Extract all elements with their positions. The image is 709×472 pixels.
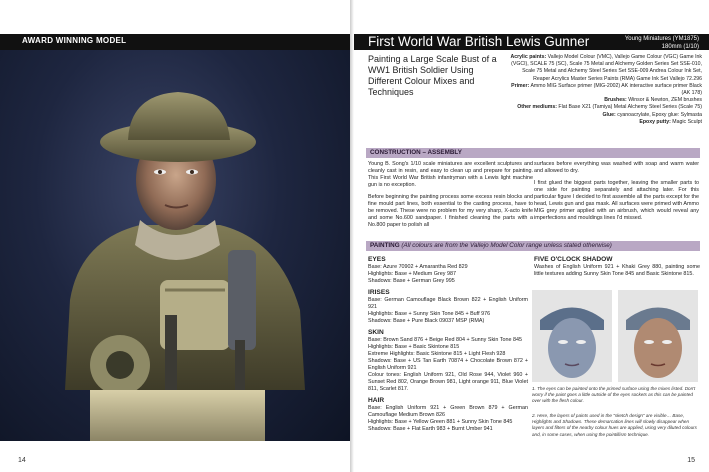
- right-page: [354, 0, 709, 472]
- model-info: [625, 36, 699, 51]
- paints-line: Epoxy putty: Magic Sculpt: [639, 118, 702, 125]
- face-photo-1: [532, 290, 612, 382]
- painting-heading: PAINTING (All colours are from the Vallejo Model Color range unless stated otherwise): [366, 241, 700, 251]
- left-page: [0, 0, 350, 472]
- five-oclock-section: FIVE O'CLOCK SHADOW Washes of English Uniform 921 + Khaki Grey 880, painting some little textures adding Sunny Skin Tone 845 and Basic Skintone 815.: [534, 256, 700, 277]
- left-header-text: AWARD WINNING MODEL: [22, 36, 127, 45]
- paints-line: Acrylic paints: Vallejo Model Colour (VMC), Vallejo Game Colour (VGC) Game Ink (VGCI), SCALE 75 (SC), Scale 75 Metal and Alchemy Golden Series Set SSE-010, Scale 75 Metal and Alchemy Steel Series Set SSE-009 Andrea Colour Ink Set, Reaper Acrylics Master Series Paints (RMA) Game Ink Set Vallejo 72.296: [510, 54, 702, 82]
- caption-1: 1. The eyes can be painted onto the primed surface using the mixes listed. Don't worry if the paint goes a little outside of the eyes sockets as this can be painted over with the flesh colour.: [532, 386, 696, 404]
- paints-line: Other mediums: Flat Base X21 (Tamiya) Metal Alchemy Steel Series (Scale 75): [517, 104, 702, 111]
- construction-heading: CONSTRUCTION – ASSEMBLY: [366, 148, 700, 158]
- paints-list: [510, 54, 702, 126]
- article-title: First World War British Lewis Gunner: [368, 34, 590, 49]
- bust-photo: [0, 50, 350, 441]
- paints-line: Primer: Ammo MIG Surface primer (MIG-2002) AK interactive surface primer Black (AK 178): [511, 82, 702, 97]
- face-progress-photos: [532, 290, 700, 382]
- construction-column-2: surfaces before everything was washed with soap and warm water and allowed to dry. I first glued the biggest parts together, leaving the smaller parts to one side for painting separately and attaching later. For this particular figure I decided to first assemble all the parts except for the head, Lewis gun and gas mask. All surfaces were primed with Ammo MIG grey primer applied with an airbrush, which would reveal any imperfections and mouldings lines I'd missed.: [534, 161, 699, 221]
- left-header-bar: [0, 34, 350, 50]
- model-maker: Young Miniatures (YM1875): [624, 36, 699, 42]
- painting-recipes: EYES Base: Azure 70902 + Amarantha Red 829 Highlights: Base + Medium Grey 987 Shadows: Base + German Grey 995 IRISES Base: German Camouflage Black Brown 822 + English Uniform 921 Highlights: Base + Sunny Skin Tone 845 + Buff 976 Shadows: Base + Pure Black 09037 MSP (RMA) SKIN Base: Brown Sand 876 + Beige Red 804 + Sunny Skin Tone 845 Highlights: Base + Basic Skintone 815 Extreme Highlights: Basic Skintone 815 + Light Flesh 928 Shadows: Base + US Tan Earth 70874 + Chocolate Brown 872 + English Uniform 921 Colour tones: English Uniform 921, Old Rose 944, Violet 960 + Sunset Red 802, Orange Brown 981, Light orange 911, Blue Violet 811, Scarlet 817. HAIR Base: English Uniform 921 + Green Brown 879 + German Camouflage Medium Brown 826 Highlights: Base + Yellow Green 881 + Sunny Skin Tone 845 Shadows: Base + Flat Earth 983 + Burnt Umber 941: [368, 256, 528, 432]
- left-page-number: 14: [18, 457, 26, 464]
- paints-line: Glue: cyanoacrylate, Epoxy glue: Sylmasta: [602, 111, 702, 118]
- model-scale: 180mm (1/10): [661, 43, 699, 50]
- construction-column-1: Young B. Song's 1/10 scale miniatures are excellent sculptures and cleanly cast in resin, and easy to clean up and prepare for painting. This First World War British infantryman with a Lewis light machine gun is no exception. Before beginning the painting process some excess resin blocks and fine mould part lines, both essential to the casting process, have to be removed. These were no problem for my very sharp, X-acto knife and some No.600 sandpaper. I finished cleaning the parts with a No.800 paper to polish all: [368, 161, 533, 228]
- lewis-gunner-bust-image: [0, 50, 350, 441]
- right-page-number: 15: [687, 457, 695, 464]
- caption-2: 2. Here, the layers of paints used in the "sketch design" are visible… Base, Highlights and Shadows. These demarcation lines will slowly disappear when layers and filters of the nearby colour hues are applied, using very diluted colours and, in some cases, when using the pointillism technique.: [532, 413, 697, 437]
- article-subtitle: Painting a Large Scale Bust of a WW1 British Soldier Using Different Colour Mixes and Techniques: [368, 54, 497, 97]
- face-photo-2: [618, 290, 698, 382]
- paints-line: Brushes: Winsor & Newton, ZEM brushes: [604, 97, 702, 104]
